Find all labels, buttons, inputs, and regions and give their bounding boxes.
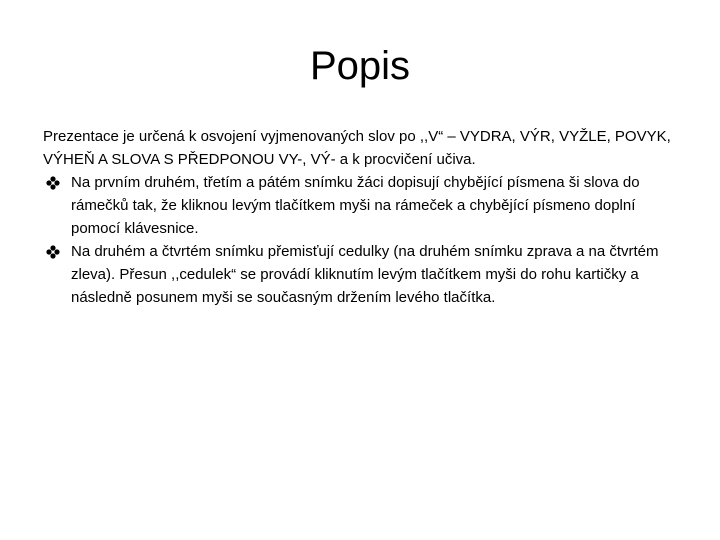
diamond-bullet-icon	[45, 240, 61, 263]
slide-body	[43, 125, 683, 309]
bullet-text: Na druhém a čtvrtém snímku přemisťují cedulky (na druhém snímku zprava a na čtvrtém zleva). Přesun ,,cedulek“ se provádí kliknutím levým tlačítkem myši do rohu kartičky a následně posunem myši se současným držením levého tlačítka.	[71, 243, 659, 306]
bullet-list	[43, 171, 683, 309]
slide-title: Popis	[309, 44, 411, 88]
bullet-text: Na prvním druhém, třetím a pátém snímku žáci dopisují chybějící písmena ši slova do rámečků tak, že kliknou levým tlačítkem myši na rámeček a chybějící písmeno doplní pomocí klávesnice.	[71, 174, 640, 237]
diamond-bullet-icon	[45, 171, 61, 194]
bullet-item	[43, 171, 683, 240]
intro-paragraph: Prezentace je určená k osvojení vyjmenovaných slov po ,,V“ – VYDRA, VÝR, VYŽLE, POVYK, VÝHEŇ A SLOVA S PŘEDPONOU VY-, VÝ- a k procvičení učiva.	[43, 128, 671, 168]
bullet-item	[43, 240, 683, 309]
